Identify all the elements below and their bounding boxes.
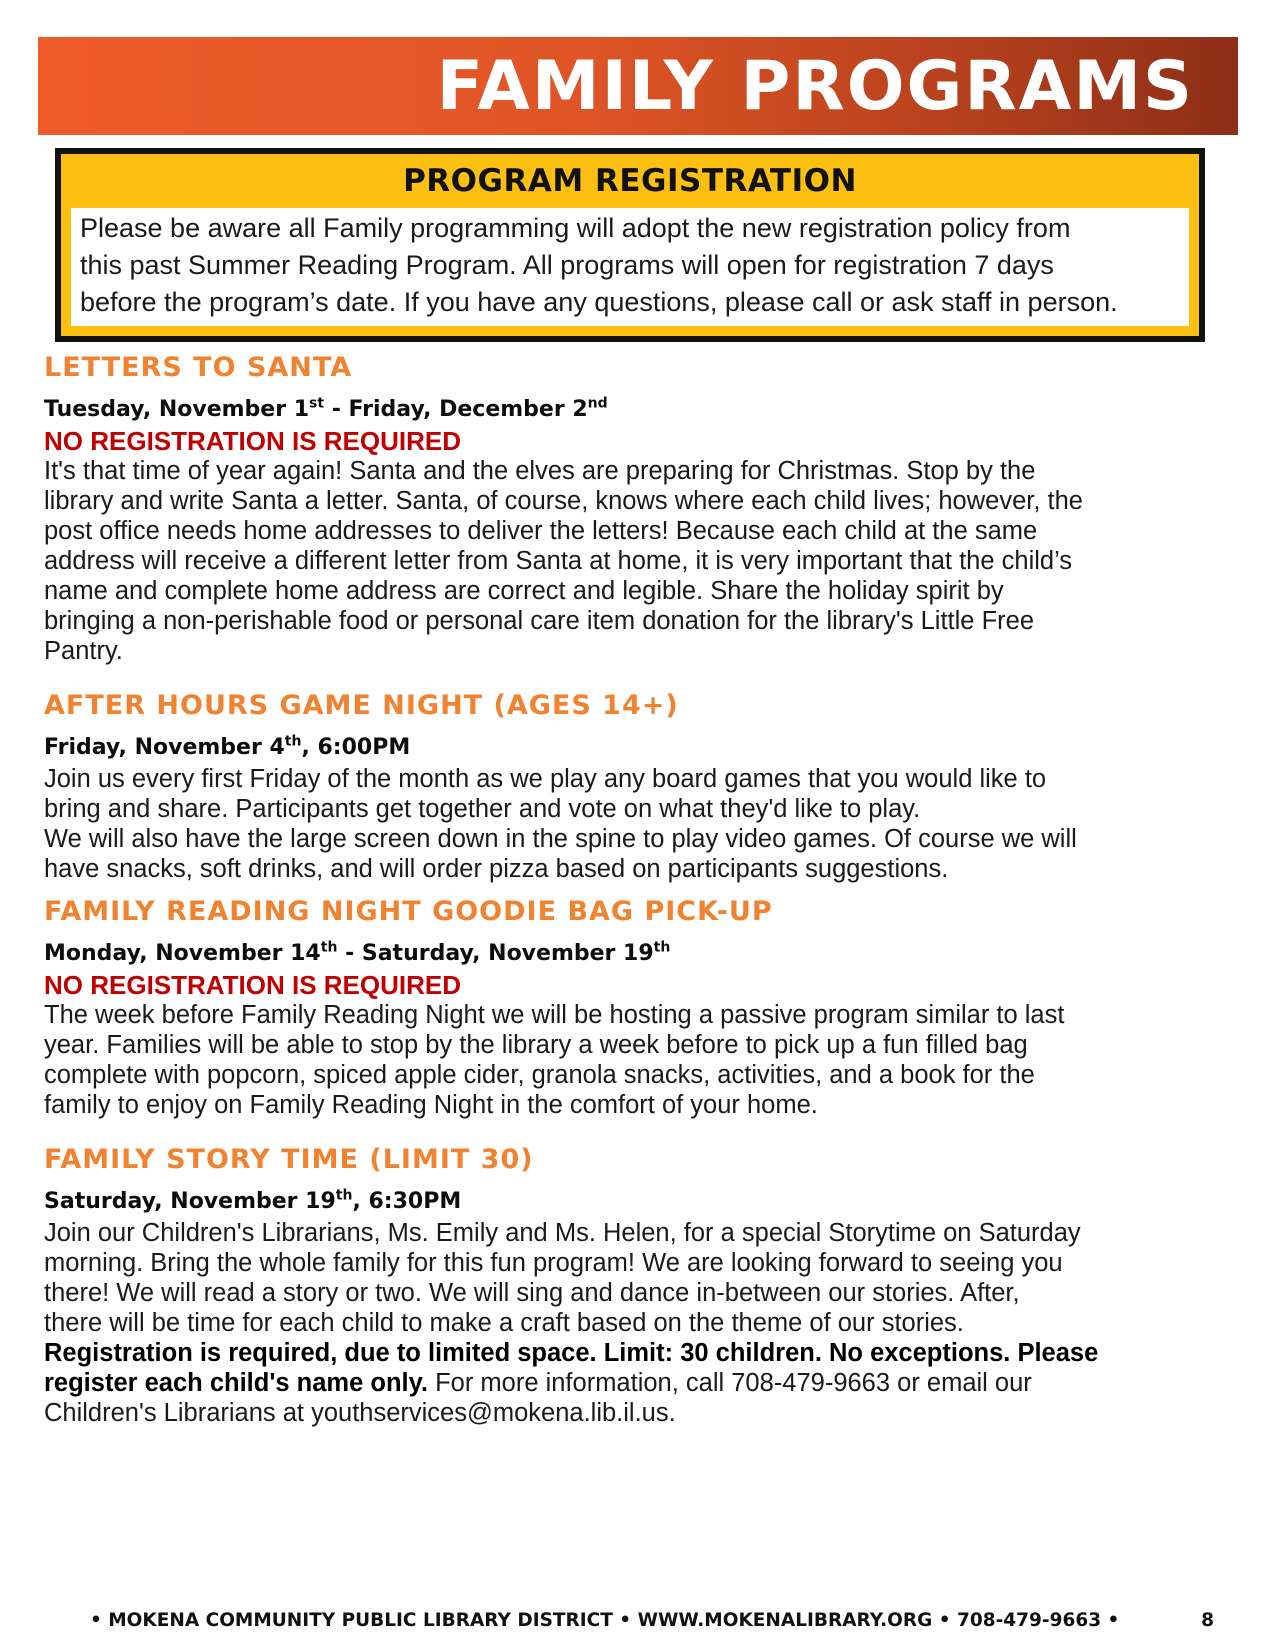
date-time: , 6:00PM xyxy=(301,735,411,760)
program-title: FAMILY STORY TIME (LIMIT 30) xyxy=(44,1144,534,1175)
program-title: AFTER HOURS GAME NIGHT (AGES 14+) xyxy=(44,690,679,721)
registration-note: NO REGISTRATION IS REQUIRED xyxy=(44,970,461,1000)
description-line: there! We will read a story or two. We will sing and dance in-between our stories. After, xyxy=(44,1279,1020,1307)
description-line: complete with popcorn, spiced apple cider, granola snacks, activities, and a book for the xyxy=(44,1061,1035,1089)
program-description xyxy=(44,764,1244,884)
description-line: family to enjoy on Family Reading Night in the comfort of your home. xyxy=(44,1091,818,1119)
description-line: Join us every first Friday of the month as we play any board games that you would like to xyxy=(44,765,1047,793)
description-line: name and complete home address are correct and legible. Share the holiday spirit by xyxy=(44,577,1004,605)
description-line: post office needs home addresses to deliver the letters! Because each child at the same xyxy=(44,517,1038,545)
date-suffix: nd xyxy=(587,395,608,412)
program-description xyxy=(44,1218,1244,1428)
description-line: bringing a non-perishable food or personal care item donation for the library's Little Free xyxy=(44,607,1035,635)
contact-info: For more information, call 708-479-9663 or email our xyxy=(427,1369,1032,1397)
program-goodie-bag-pickup xyxy=(44,892,1244,1120)
registration-notice xyxy=(55,148,1205,342)
registration-title: PROGRAM REGISTRATION xyxy=(403,163,857,199)
program-title: FAMILY READING NIGHT GOODIE BAG PICK-UP xyxy=(44,896,773,927)
registration-line: Please be aware all Family programming will adopt the new registration policy from xyxy=(80,213,1071,243)
description-line: address will receive a different letter from Santa at home, it is very important that the child’s xyxy=(44,547,1073,575)
program-description xyxy=(44,456,1244,666)
program-date xyxy=(44,394,1244,426)
program-after-hours-game-night xyxy=(44,686,1244,884)
date-start: Friday, November 4 xyxy=(44,735,285,760)
date-suffix: th xyxy=(653,939,671,956)
date-suffix: th xyxy=(335,1187,353,1204)
description-line: It's that time of year again! Santa and the elves are preparing for Christmas. Stop by the xyxy=(44,457,1036,485)
registration-note: NO REGISTRATION IS REQUIRED xyxy=(44,426,461,456)
description-line: Join our Children's Librarians, Ms. Emily and Ms. Helen, for a special Storytime on Saturday xyxy=(44,1219,1081,1247)
page-number: 8 xyxy=(1201,1610,1214,1631)
description-line: there will be time for each child to make a craft based on the theme of our stories. xyxy=(44,1309,964,1337)
program-date xyxy=(44,1186,1244,1218)
date-start: Tuesday, November 1 xyxy=(44,397,310,422)
requirement-text: Registration is required, due to limited space. Limit: 30 children. No exceptions. Please xyxy=(44,1339,1099,1367)
description-line: Pantry. xyxy=(44,637,123,665)
page-title: FAMILY PROGRAMS xyxy=(436,47,1194,126)
description-line: morning. Bring the whole family for this fun program! We are looking forward to seeing you xyxy=(44,1249,1063,1277)
requirement-text: register each child's name only. xyxy=(44,1369,428,1397)
date-end: - Friday, December 2 xyxy=(324,397,588,422)
date-start: Monday, November 14 xyxy=(44,941,321,966)
header-banner xyxy=(38,37,1238,135)
registration-requirement xyxy=(44,1368,1244,1398)
program-list xyxy=(44,348,1244,1428)
description-line: library and write Santa a letter. Santa, of course, knows where each child lives; however, the xyxy=(44,487,1083,515)
program-title: LETTERS TO SANTA xyxy=(44,352,353,383)
registration-requirement xyxy=(44,1338,1244,1368)
program-letters-to-santa xyxy=(44,348,1244,666)
registration-line: this past Summer Reading Program. All programs will open for registration 7 days xyxy=(80,250,1054,280)
program-family-story-time xyxy=(44,1140,1244,1428)
date-suffix: th xyxy=(284,733,302,750)
date-suffix: st xyxy=(309,395,325,412)
description-line: bring and share. Participants get together and vote on what they'd like to play. xyxy=(44,795,921,823)
date-start: Saturday, November 19 xyxy=(44,1189,336,1214)
registration-line: before the program’s date. If you have any questions, please call or ask staff in person. xyxy=(80,287,1118,317)
footer-text: • MOKENA COMMUNITY PUBLIC LIBRARY DISTRICT • WWW.MOKENALIBRARY.ORG • 708-479-9663 • xyxy=(90,1610,1120,1631)
program-date xyxy=(44,938,1244,970)
date-end: - Saturday, November 19 xyxy=(337,941,654,966)
page-footer xyxy=(60,1606,1214,1636)
date-time: , 6:30PM xyxy=(352,1189,462,1214)
description-line: have snacks, soft drinks, and will order pizza based on participants suggestions. xyxy=(44,855,949,883)
program-description xyxy=(44,1000,1244,1120)
date-suffix: th xyxy=(320,939,338,956)
description-line: The week before Family Reading Night we will be hosting a passive program similar to last xyxy=(44,1001,1065,1029)
program-date xyxy=(44,732,1244,764)
registration-body xyxy=(71,208,1189,326)
contact-email: Children's Librarians at youthservices@mokena.lib.il.us. xyxy=(44,1399,676,1427)
description-line: year. Families will be able to stop by the library a week before to pick up a fun filled bag xyxy=(44,1031,1028,1059)
description-line: We will also have the large screen down in the spine to play video games. Of course we will xyxy=(44,825,1077,853)
